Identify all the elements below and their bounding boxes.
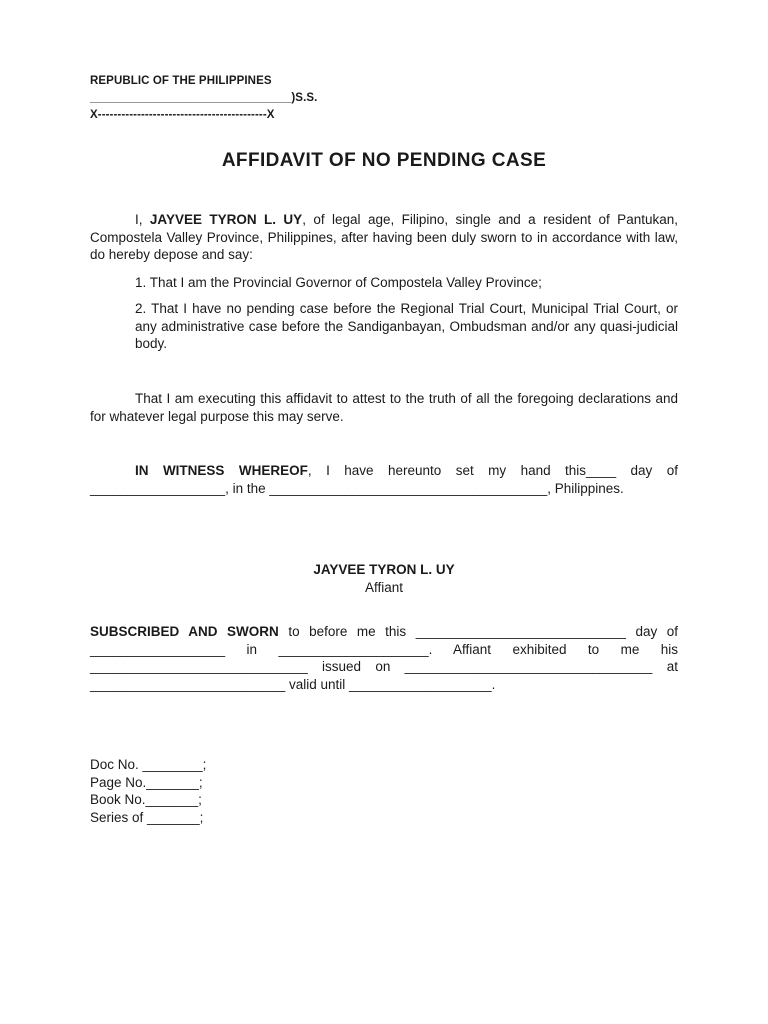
intro-lead: I, [135,212,150,227]
affiant-name-inline: JAYVEE TYRON L. UY [149,212,303,227]
series-of: Series of _______; [90,809,204,825]
republic-heading: REPUBLIC OF THE PHILIPPINES [90,75,272,87]
witness-line-1: IN WITNESS WHEREOF, I have hereunto set my hand this____ day of [135,463,678,478]
intro-paragraph [90,211,678,264]
witness-line-2: __________________, in the _____________________________________, Philippines. [90,480,624,496]
executing-paragraph: That I am executing this affidavit to attest to the truth of all the foregoing declarations and for whatever legal purpose this may serve. [90,391,678,424]
jurat-bold: SUBSCRIBED AND SWORN [90,624,279,639]
witness-paragraph [90,462,678,497]
page-no: Page No._______; [90,774,203,790]
witness-bold: IN WITNESS WHEREOF [135,463,308,478]
affiant-label: Affiant [364,579,404,595]
x-line: X-------------------------------------------X [90,109,275,121]
deposition-item-1: 1. That I am the Provincial Governor of Compostela Valley Province; [135,275,542,290]
affiant-signature-block [0,561,768,596]
doc-no: Doc No. ________; [90,757,207,772]
jurat-line-1: SUBSCRIBED AND SWORN to before me this ____________________________ day of [90,624,678,639]
venue-header [90,73,317,124]
intro-rest: , of legal age, Filipino, single and a resident of Pantukan, Compostela Valley Province, Philippines, after having been duly sworn to in accordance with law, do hereby depose and say: [90,212,678,262]
notarial-register-block [90,756,206,826]
document-title: AFFIDAVIT OF NO PENDING CASE [221,150,547,171]
jurat-line-3: _____________________________ issued on _________________________________ at [90,659,678,674]
deposition-item-2: 2. That I have no pending case before the Regional Trial Court, Municipal Trial Court, or any administrative case before the Sandiganbayan, Ombudsman and/or any quasi-judicial body. [135,301,678,351]
jurat-line-4: __________________________ valid until ___________________. [90,676,496,692]
jurat-line-2: __________________ in ____________________. Affiant exhibited to me his [90,641,678,657]
jurat-paragraph [90,623,678,693]
ss-line: _______________________________)S.S. [90,92,318,104]
affiant-name: JAYVEE TYRON L. UY [313,562,455,577]
book-no: Book No._______; [90,792,202,807]
